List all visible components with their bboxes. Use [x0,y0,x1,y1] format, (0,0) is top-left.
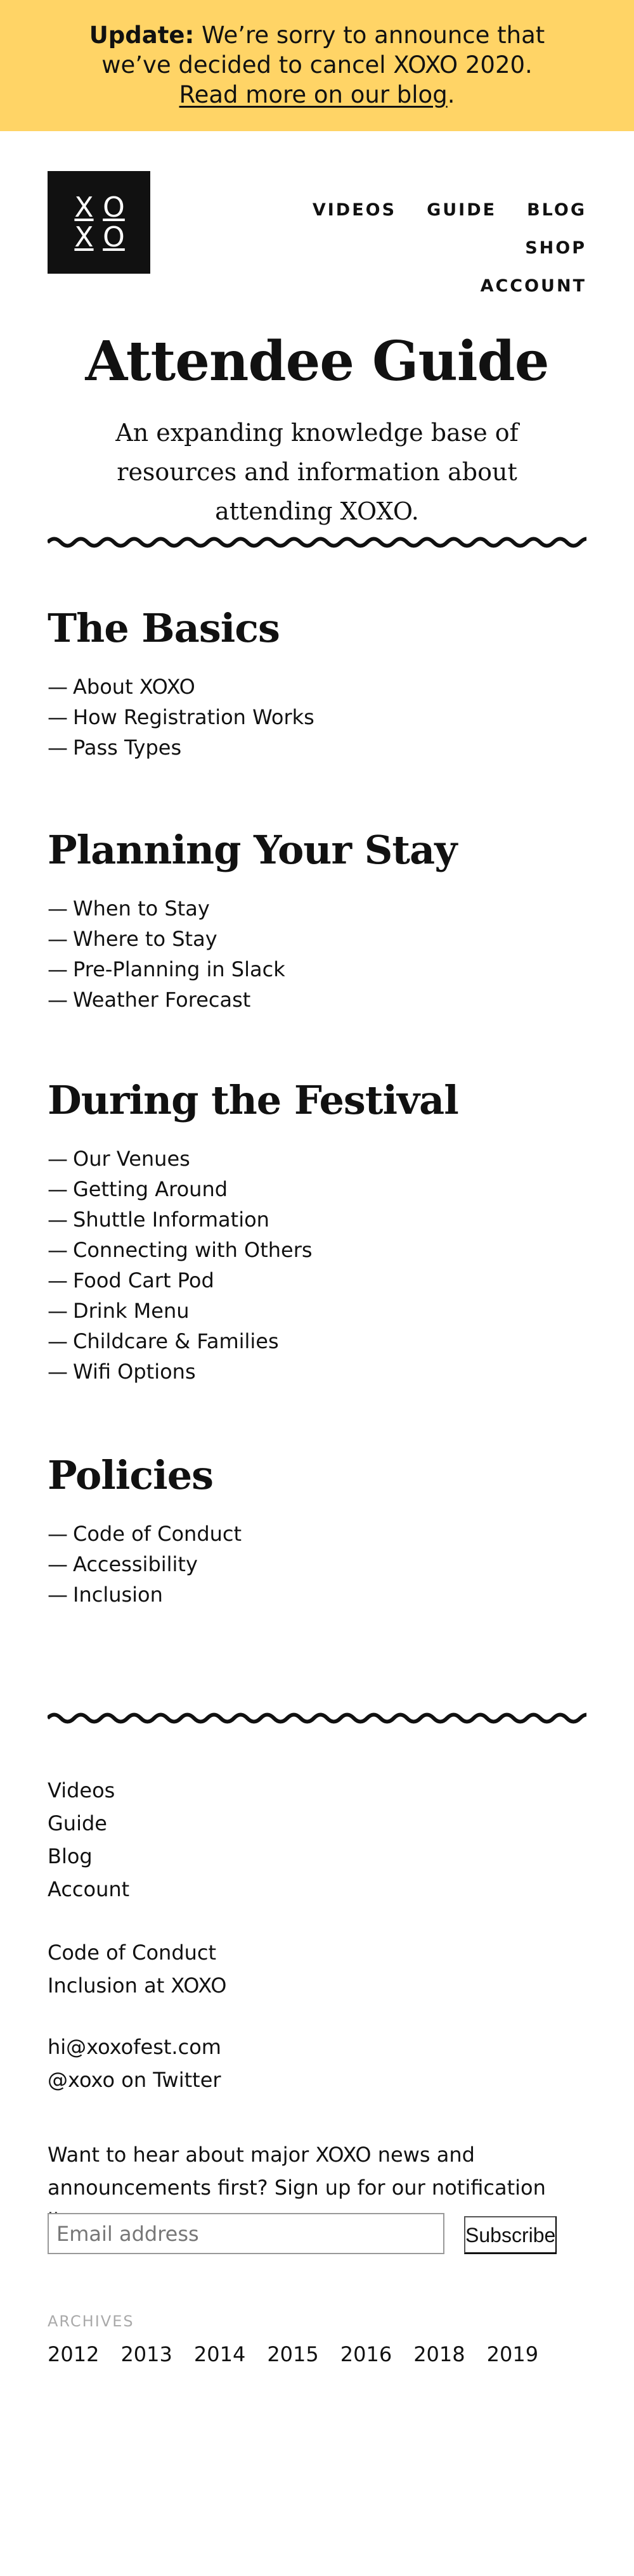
footer-link-code-of-conduct[interactable]: Code of Conduct [48,1941,217,1965]
list-item-link[interactable]: Wifi Options [73,1360,196,1384]
dash-marker: — [48,1177,68,1201]
section-policies [48,1452,586,1610]
list-item[interactable] [48,1579,586,1610]
list-item[interactable] [48,1235,586,1265]
dash-marker: — [48,1360,68,1384]
list-item-link[interactable]: Accessibility [73,1552,198,1576]
footer-link-blog[interactable]: Blog [48,1844,93,1868]
dash-marker: — [48,927,68,951]
section-list [48,672,586,763]
dash-marker: — [48,1238,68,1262]
list-item[interactable] [48,1519,586,1549]
dash-marker: — [48,957,68,981]
list-item-link[interactable]: Weather Forecast [73,988,251,1012]
section-heading: The Basics [48,605,280,651]
logo-glyph: X [74,191,94,224]
archive-year-link[interactable]: 2016 [340,2342,392,2366]
list-item-link[interactable]: Drink Menu [73,1299,190,1323]
section-heading: During the Festival [48,1077,458,1123]
banner-text: We’re sorry to announce that we’ve decided to cancel XOXO 2020. [101,22,545,79]
archive-year-link[interactable]: 2012 [48,2342,100,2366]
dash-marker: — [48,1522,68,1546]
list-item[interactable] [48,1296,586,1326]
xoxo-logo[interactable] [48,171,150,274]
list-item[interactable] [48,1204,586,1235]
list-item-link[interactable]: Inclusion [73,1583,163,1607]
section-heading: Policies [48,1452,214,1498]
footer-link-account[interactable]: Account [48,1877,130,1901]
section-list [48,1144,586,1387]
archive-year-link[interactable]: 2013 [120,2342,172,2366]
footer-link-inclusion[interactable]: Inclusion at XOXO [48,1973,227,1998]
list-item[interactable] [48,893,586,924]
list-item[interactable] [48,702,586,732]
footer-link-guide[interactable]: Guide [48,1811,107,1835]
dash-marker: — [48,1552,68,1576]
banner-suffix: . [447,81,455,108]
email-input[interactable] [48,2213,444,2254]
list-item[interactable] [48,924,586,954]
list-item[interactable] [48,954,586,985]
dash-marker: — [48,675,68,699]
announcement-banner [0,0,634,131]
dash-marker: — [48,896,68,921]
dash-marker: — [48,1583,68,1607]
dash-marker: — [48,1299,68,1323]
list-item-link[interactable]: Pass Types [73,736,182,760]
footer-link-twitter[interactable]: @xoxo on Twitter [48,2068,221,2092]
section-list [48,1519,586,1610]
archive-years [48,2339,586,2369]
list-item-link[interactable]: Childcare & Families [73,1329,279,1353]
list-item-link[interactable]: Our Venues [73,1147,190,1171]
dash-marker: — [48,1329,68,1353]
nav-item-blog[interactable]: BLOG [527,200,586,220]
footer-link-email[interactable]: hi@xoxofest.com [48,2035,221,2059]
archives-label: ARCHIVES [48,2312,134,2330]
list-item[interactable] [48,1174,586,1204]
list-item-link[interactable]: About XOXO [73,675,195,699]
list-item-link[interactable]: Code of Conduct [73,1522,242,1546]
dash-marker: — [48,1147,68,1171]
list-item[interactable] [48,672,586,702]
dash-marker: — [48,736,68,760]
banner-blog-link[interactable]: Read more on our blog [179,81,448,108]
section-during-the-festival [48,1077,586,1387]
footer-link-videos[interactable]: Videos [48,1778,115,1802]
footer-contact-links [48,2031,586,2096]
nav-item-guide[interactable]: GUIDE [427,200,497,220]
list-item-link[interactable]: Where to Stay [73,927,217,951]
list-item[interactable] [48,985,586,1015]
list-item-link[interactable]: Shuttle Information [73,1208,269,1232]
archive-year-link[interactable]: 2019 [486,2342,539,2366]
archive-year-link[interactable]: 2018 [413,2342,465,2366]
dash-marker: — [48,705,68,729]
section-the-basics [48,605,586,763]
footer-nav-links [48,1774,586,1906]
list-item-link[interactable]: Food Cart Pod [73,1268,214,1292]
list-item[interactable] [48,1265,586,1296]
logo-glyph: O [103,220,125,253]
logo-glyph: O [103,191,125,224]
main-nav [231,191,586,305]
list-item[interactable] [48,732,586,763]
signup-description: Want to hear about major XOXO news and announcements first? Sign up for our notification [48,2143,546,2200]
banner-prefix: Update: [89,22,195,49]
list-item[interactable] [48,1549,586,1579]
subscribe-button[interactable]: Subscribe [464,2216,557,2254]
list-item-link[interactable]: When to Stay [73,896,210,921]
list-item-link[interactable]: Pre-Planning in Slack [73,957,285,981]
section-heading: Planning Your Stay [48,827,457,873]
footer-policy-links [48,1936,586,2002]
wave-divider [48,1708,586,1728]
dash-marker: — [48,1268,68,1292]
section-planning-your-stay [48,827,586,1015]
dash-marker: — [48,988,68,1012]
list-item-link[interactable]: Getting Around [73,1177,228,1201]
page-subtitle: An expanding knowledge base of resources and information about attending XOXO. [115,419,519,525]
section-list [48,893,586,1015]
logo-glyph: X [74,220,94,253]
list-item[interactable] [48,1326,586,1356]
wave-divider [48,532,586,552]
list-item[interactable] [48,1356,586,1387]
nav-item-shop[interactable]: SHOP [525,238,586,258]
list-item-link[interactable]: How Registration Works [73,705,314,729]
nav-item-account[interactable]: ACCOUNT [480,276,586,296]
page-title: Attendee Guide [85,329,549,393]
list-item-link[interactable]: Connecting with Others [73,1238,313,1262]
nav-item-videos[interactable]: VIDEOS [312,200,397,220]
archive-year-link[interactable]: 2014 [193,2342,246,2366]
archive-year-link[interactable]: 2015 [267,2342,319,2366]
dash-marker: — [48,1208,68,1232]
list-item[interactable] [48,1144,586,1174]
